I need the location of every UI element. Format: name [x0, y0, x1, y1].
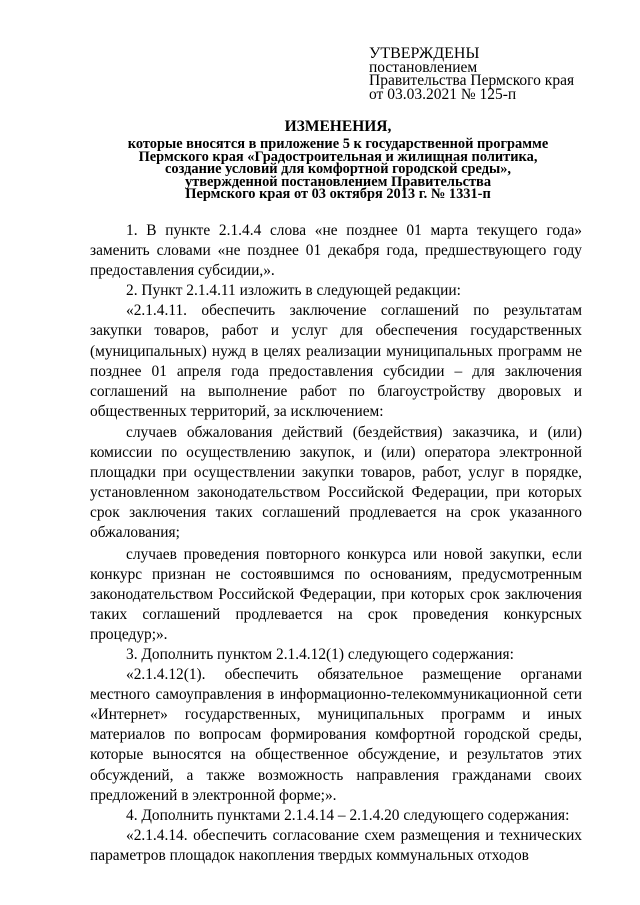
- subtitle-line: создание условий для комфортной городской среды»,: [164, 161, 512, 177]
- document-title: ИЗМЕНЕНИЯ,: [284, 118, 392, 135]
- subtitle-line: утвержденной постановлением Правительства: [184, 173, 492, 190]
- paragraph-item-2: 2. Пункт 2.1.4.11 изложить в следующей редакции:: [126, 282, 461, 300]
- paragraph-item-3: 3. Дополнить пунктом 2.1.4.12(1) следующего содержания:: [126, 645, 514, 663]
- approval-line-1: постановлением: [369, 58, 478, 76]
- paragraph-item-1: 1. В пункте 2.1.4.4 слова «не позднее 01 марта текущего года» заменить словами «не позднее 01 декабря года, предшествующего году предоставления субсидии,».: [90, 222, 582, 280]
- paragraph-quote-2-1-4-11: «2.1.4.11. обеспечить заключение соглашений по результатам закупки товаров, работ и услуг для обеспечения государственных (муниципальных) нужд в целях реализации муниципальных программ не позднее 01 апреля года предоставления субсидии – для заключения соглашений на выполнение работ по благоустройству дворовых и общественных территорий, за исключением:: [90, 302, 582, 420]
- approval-line-2: Правительства Пермского края: [369, 72, 575, 89]
- paragraph-quote-2-1-4-12-1: «2.1.4.12(1). обеспечить обязательное размещение органами местного самоуправления в информационно-телекоммуникационной сети «Интернет» государственных, муниципальных программ и иных материалов по вопросам формирования комфортной городской среды, которые выносятся на общественное обсуждение, и результатов этих обсуждений, а также возможность направления гражданами своих предложений в электронной форме;».: [90, 666, 582, 804]
- subtitle-line: Пермского края «Градостроительная и жилищная политика,: [138, 148, 538, 165]
- paragraph-item-4: 4. Дополнить пунктами 2.1.4.14 – 2.1.4.20 следующего содержания:: [126, 806, 570, 824]
- paragraph-quote-2-1-4-14: «2.1.4.14. обеспечить согласование схем размещения и технических параметров площадок накопления твердых коммунальных отходов: [90, 826, 582, 864]
- document-body: [90, 221, 582, 866]
- approval-line-3: от 03.03.2021 № 125-п: [369, 85, 517, 103]
- subtitle-line: Пермского края от 03 октября 2013 г. № 1331-п: [185, 186, 491, 202]
- document-subtitle: [90, 138, 586, 201]
- approval-stamp: [369, 47, 609, 101]
- paragraph-exception-2: случаев проведения повторного конкурса или новой закупки, если конкурс признан не состоявшимся по основаниям, предусмотренным законодательством Российской Федерации, при которых срок заключения таких соглашений продлевается на срок проведения конкурсных процедур;».: [90, 545, 582, 643]
- subtitle-line: которые вносятся в приложение 5 к государственной программе: [127, 136, 549, 152]
- approved-heading: УТВЕРЖДЕНЫ: [369, 45, 480, 62]
- paragraph-exception-1: случаев обжалования действий (бездействия) заказчика, и (или) комиссии по осуществлению закупок, и (или) оператора электронной площадки при осуществлении закупки товаров, работ, услуг в порядке, установленном законодательством Российской Федерации, при которых срок заключения таких соглашений продлевается на срок указанного обжалования;: [90, 423, 582, 542]
